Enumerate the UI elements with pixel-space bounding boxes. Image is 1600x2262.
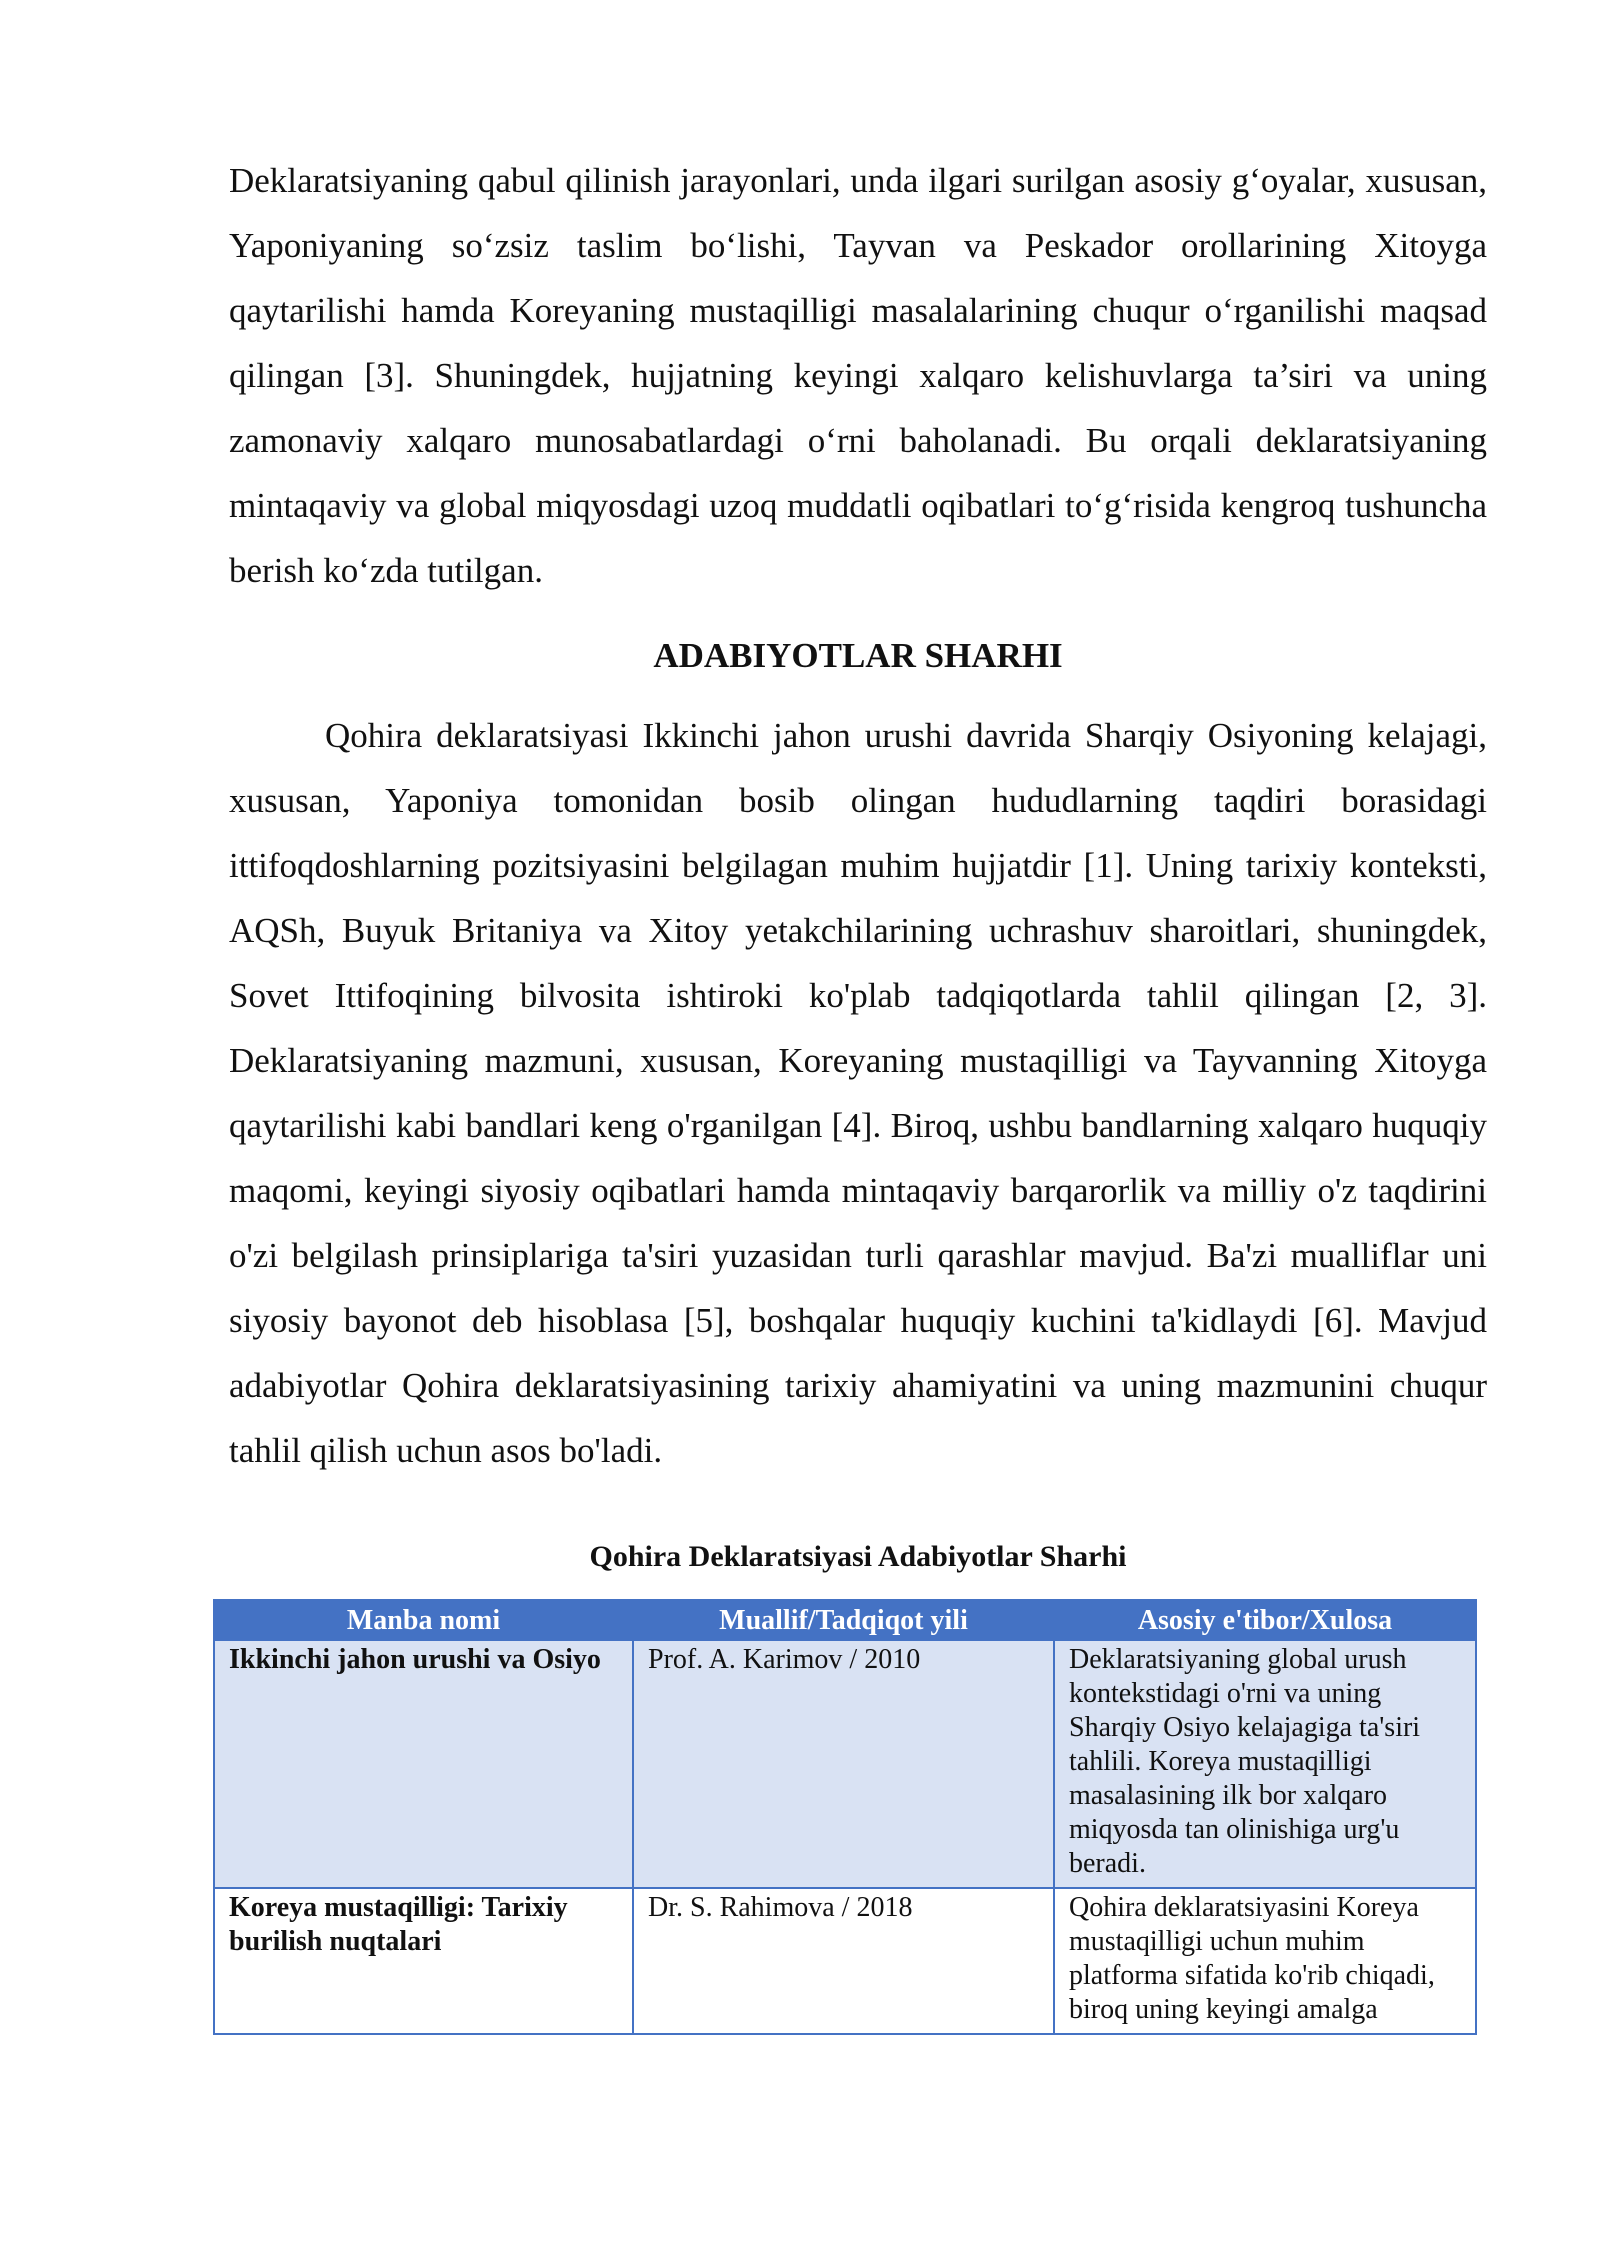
cell-author: Dr. S. Rahimova / 2018 (633, 1888, 1054, 2034)
header-summary: Asosiy e'tibor/Xulosa (1054, 1600, 1476, 1640)
cell-author: Prof. A. Karimov / 2010 (633, 1640, 1054, 1888)
cell-source: Ikkinchi jahon urushi va Osiyo (214, 1640, 633, 1888)
page-body (229, 148, 1487, 2035)
cell-source: Koreya mustaqilligi: Tarixiy burilish nuqtalari (214, 1888, 633, 2034)
header-author: Muallif/Tadqiqot yili (633, 1600, 1054, 1640)
table-row (214, 1640, 1476, 1888)
table-caption: Qohira Deklaratsiyasi Adabiyotlar Sharhi (589, 1540, 1127, 1573)
literature-table (213, 1599, 1477, 2035)
intro-paragraph: Deklaratsiyaning qabul qilinish jarayonlari, unda ilgari surilgan asosiy g‘oyalar, xususan, Yaponiyaning so‘zsiz taslim bo‘lishi, Tayvan va Peskador orollarining Xitoyga qaytarilishi hamda Koreyaning mustaqilligi masalalarining chuqur o‘rganilishi maqsad qilingan [3]. Shuningdek, hujjatning keyingi xalqaro kelishuvlarga ta’siri va uning zamonaviy xalqaro munosabatlardagi o‘rni baholanadi. Bu orqali deklaratsiyaning mintaqaviy va global miqyosdagi uzoq muddatli oqibatlari to‘g‘risida kengroq tushuncha berish ko‘zda tutilgan. (229, 161, 1487, 590)
literature-review-paragraph: Qohira deklaratsiyasi Ikkinchi jahon urushi davrida Sharqiy Osiyoning kelajagi, xususan, Yaponiya tomonidan bosib olingan hududlarning taqdiri borasidagi ittifoqdoshlarning pozitsiyasini belgilagan muhim hujjatdir [1]. Uning tarixiy konteksti, AQSh, Buyuk Britaniya va Xitoy yetakchilarining uchrashuv sharoitlari, shuningdek, Sovet Ittifoqining bilvosita ishtiroki ko'plab tadqiqotlarda tahlil qilingan [2, 3]. Deklaratsiyaning mazmuni, xususan, Koreyaning mustaqilligi va Tayvanning Xitoyga qaytarilishi kabi bandlari keng o'rganilgan [4]. Biroq, ushbu bandlarning xalqaro huquqiy maqomi, keyingi siyosiy oqibatlari hamda mintaqaviy barqarorlik va milliy o'z taqdirini o'zi belgilash prinsiplariga ta'siri yuzasidan turli qarashlar mavjud. Ba'zi mualliflar uni siyosiy bayonot deb hisoblasa [5], boshqalar huquqiy kuchini ta'kidlaydi [6]. Mavjud adabiyotlar Qohira deklaratsiyasining tarixiy ahamiyatini va uning mazmunini chuqur tahlil qilish uchun asos bo'ladi. (229, 716, 1487, 1470)
header-source: Manba nomi (214, 1600, 633, 1640)
table-header-row (214, 1600, 1476, 1640)
cell-summary: Qohira deklaratsiyasini Koreya mustaqilligi uchun muhim platforma sifatida ko'rib chiqadi, biroq uning keyingi amalga (1054, 1888, 1476, 2034)
cell-summary: Deklaratsiyaning global urush kontekstidagi o'rni va uning Sharqiy Osiyo kelajagiga ta'siri tahlili. Koreya mustaqilligi masalasining ilk bor xalqaro miqyosda tan olinishiga urg'u beradi. (1054, 1640, 1476, 1888)
table-row (214, 1888, 1476, 2034)
section-heading: ADABIYOTLAR SHARHI (653, 636, 1063, 675)
